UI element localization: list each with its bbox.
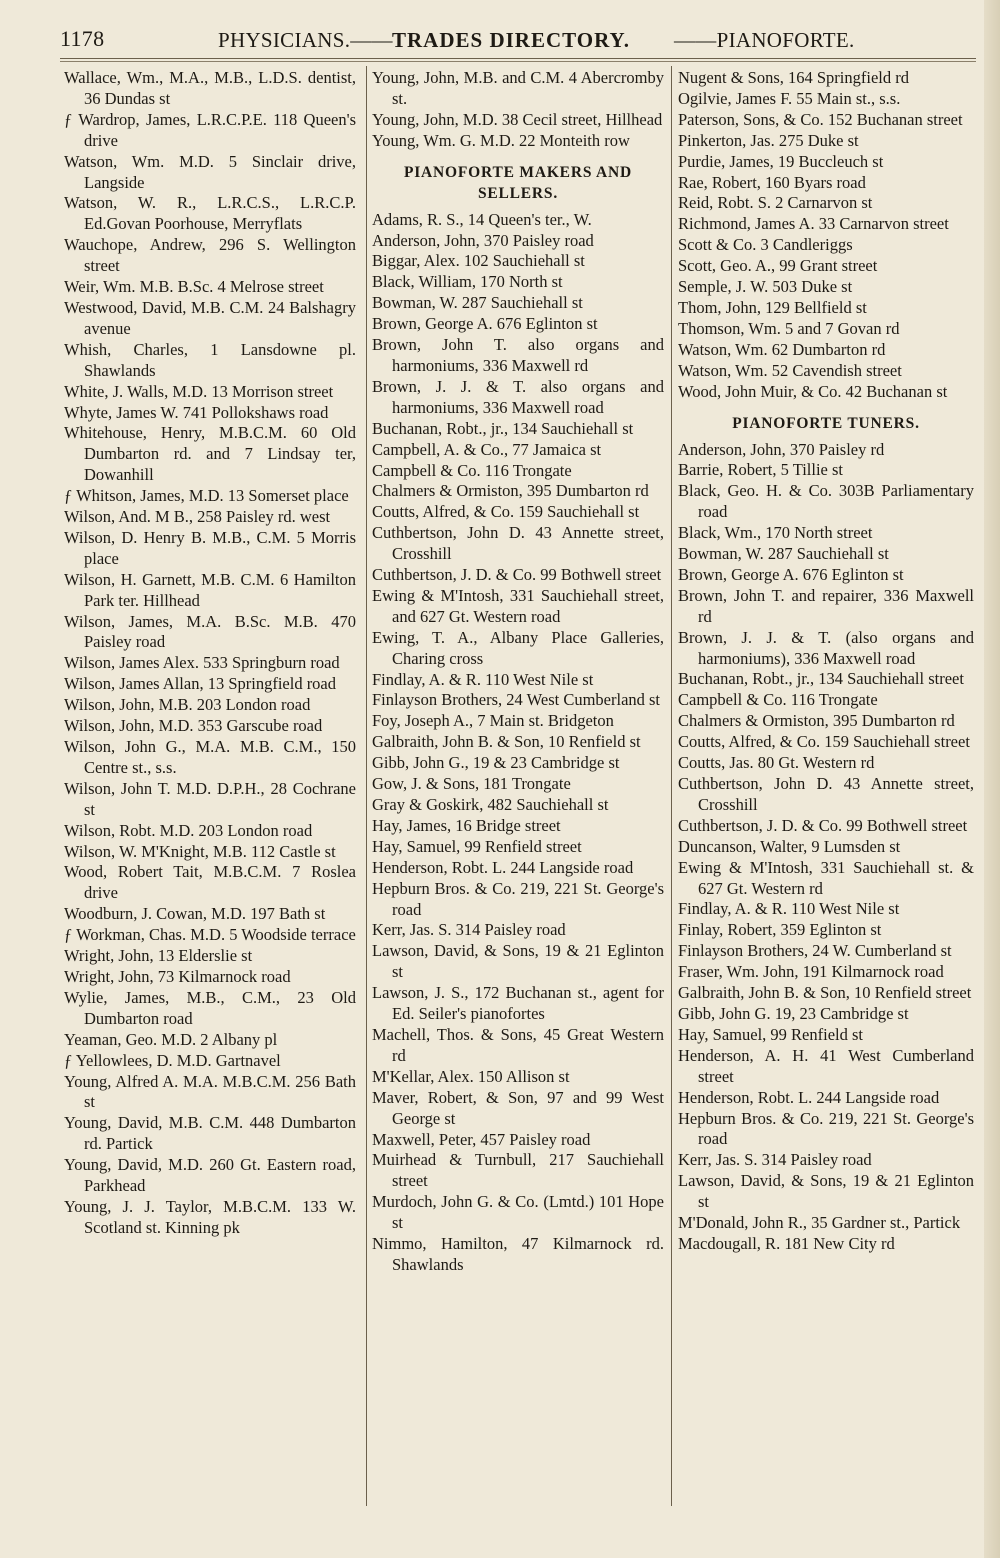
directory-entry: Findlay, A. & R. 110 West Nile st	[678, 899, 900, 919]
directory-entry: Gray & Goskirk, 482 Sauchiehall st	[372, 795, 609, 814]
page-edge	[984, 0, 1000, 1558]
directory-entry: Gibb, John G. 19, 23 Cambridge st	[678, 1003, 909, 1023]
directory-entry: Watson, W. R., L.R.C.S., L.R.C.P. Ed.Govan Poorhouse, Merryflats	[64, 193, 356, 234]
directory-entry: Gow, J. & Sons, 181 Trongate	[372, 774, 571, 794]
directory-entry: Buchanan, Robt., jr., 134 Sauchiehall st	[372, 418, 634, 438]
directory-entry: Hepburn Bros. & Co. 219, 221 St. George's road	[372, 878, 664, 919]
directory-entry: Ewing & M'Intosh, 331 Sauchiehall street, and 627 Gt. Western road	[372, 585, 664, 626]
directory-entry: Finlay, Robert, 359 Eglinton st	[678, 920, 882, 940]
section-heading-tuners: PIANOFORTE TUNERS.	[732, 414, 920, 432]
directory-entry: Bowman, W. 287 Sauchiehall st	[678, 544, 889, 564]
directory-entry: Kerr, Jas. S. 314 Paisley road	[678, 1150, 872, 1170]
section-heading-makers: PIANOFORTE MAKERS AND SELLERS.	[403, 163, 633, 202]
directory-entry: Wallace, Wm., M.A., M.B., L.D.S. dentist, 36 Dundas st	[64, 68, 356, 108]
directory-entry: Whitehouse, Henry, M.B.C.M. 60 Old Dumbarton rd. and 7 Lindsay ter, Dowanhill	[64, 423, 356, 485]
directory-entry: Nimmo, Hamilton, 47 Kilmarnock rd. Shawlands	[372, 1234, 664, 1274]
directory-entry: Cuthbertson, J. D. & Co. 99 Bothwell street	[372, 565, 662, 585]
directory-entry: Pinkerton, Jas. 275 Duke st	[678, 130, 859, 150]
directory-entry: Henderson, A. H. 41 West Cumberland street	[678, 1045, 974, 1086]
column-physicians	[64, 68, 356, 1239]
directory-entry: Wauchope, Andrew, 296 S. Wellington street	[64, 235, 356, 276]
directory-entry: Wright, John, 73 Kilmarnock road	[64, 966, 291, 986]
column-divider-2	[671, 66, 672, 1506]
directory-entry: Thom, John, 129 Bellfield st	[678, 297, 867, 317]
makers-list	[372, 210, 664, 1276]
directory-entry: Black, Wm., 170 North street	[678, 523, 873, 543]
directory-entry: Wood, John Muir, & Co. 42 Buchanan st	[678, 381, 948, 401]
directory-entry: Chalmers & Ormiston, 395 Dumbarton rd	[372, 481, 649, 501]
directory-entry: Cuthbertson, John D. 43 Annette street, Crosshill	[372, 523, 664, 564]
directory-entry: Kerr, Jas. S. 314 Paisley road	[372, 920, 566, 940]
directory-entry: Anderson, John, 370 Paisley rd	[678, 439, 885, 459]
directory-entry: Fraser, Wm. John, 191 Kilmarnock road	[678, 962, 944, 982]
directory-entry: Finlayson Brothers, 24 W. Cumberland st	[678, 941, 952, 961]
directory-entry: Scott & Co. 3 Candleriggs	[678, 235, 853, 255]
directory-entry: Wylie, James, M.B., C.M., 23 Old Dumbarton road	[64, 987, 356, 1028]
directory-entry: Machell, Thos. & Sons, 45 Great Western rd	[372, 1024, 664, 1065]
directory-entry: Cuthbertson, John D. 43 Annette street, Crosshill	[678, 774, 974, 814]
directory-entry: Wilson, James Alex. 533 Springburn road	[64, 653, 340, 673]
directory-entry: Bowman, W. 287 Sauchiehall st	[372, 293, 583, 313]
directory-entry: Thomson, Wm. 5 and 7 Govan rd	[678, 318, 900, 338]
directory-entry: Maxwell, Peter, 457 Paisley road	[372, 1129, 591, 1149]
header-right: ——PIANOFORTE.	[674, 28, 855, 52]
header-title: TRADES DIRECTORY.	[392, 28, 630, 52]
directory-entry: Wilson, James Allan, 13 Springfield road	[64, 674, 337, 694]
directory-entry: M'Kellar, Alex. 150 Allison st	[372, 1066, 570, 1086]
directory-entry: ƒ Whitson, James, M.D. 13 Somerset place	[64, 486, 349, 506]
directory-entry: Young, David, M.D. 260 Gt. Eastern road, Parkhead	[64, 1155, 356, 1196]
directory-entry: Galbraith, John B. & Son, 10 Renfield st	[372, 732, 641, 752]
makers-continued	[678, 68, 974, 403]
directory-entry: Duncanson, Walter, 9 Lumsden st	[678, 836, 901, 856]
directory-entry: Watson, Wm. 52 Cavendish street	[678, 360, 902, 380]
directory-entry: Coutts, Jas. 80 Gt. Western rd	[678, 753, 875, 773]
directory-entry: Watson, Wm. M.D. 5 Sinclair drive, Langside	[64, 151, 356, 192]
column-pianoforte-makers	[372, 68, 664, 1276]
directory-entry: Wilson, D. Henry B. M.B., C.M. 5 Morris place	[64, 527, 356, 568]
directory-entry: Brown, George A. 676 Eglinton st	[678, 564, 904, 584]
directory-entry: Hay, Samuel, 99 Renfield street	[372, 836, 582, 856]
directory-entry: Murdoch, John G. & Co. (Lmtd.) 101 Hope st	[372, 1192, 664, 1233]
directory-entry: Watson, Wm. 62 Dumbarton rd	[678, 339, 886, 359]
directory-entry: Young, John, M.D. 38 Cecil street, Hillhead	[372, 109, 663, 129]
directory-entry: Yeaman, Geo. M.D. 2 Albany pl	[64, 1029, 278, 1049]
directory-entry: ƒ Yellowlees, D. M.D. Gartnavel	[64, 1050, 281, 1070]
header-rule	[60, 58, 976, 59]
directory-entry: Whyte, James W. 741 Pollokshaws road	[64, 402, 329, 422]
directory-entry: Hay, Samuel, 99 Renfield st	[678, 1024, 863, 1044]
directory-entry: Campbell & Co. 116 Trongate	[372, 460, 572, 480]
directory-entry: Wright, John, 13 Elderslie st	[64, 946, 253, 966]
directory-entry: Wilson, Robt. M.D. 203 London road	[64, 820, 313, 840]
directory-entry: Hay, James, 16 Bridge street	[372, 815, 561, 835]
directory-entry: Galbraith, John B. & Son, 10 Renfield street	[678, 983, 972, 1003]
directory-entry: Young, Alfred A. M.A. M.B.C.M. 256 Bath st	[64, 1071, 356, 1112]
directory-entry: Ogilvie, James F. 55 Main st., s.s.	[678, 88, 901, 108]
directory-entry: ƒ Wardrop, James, L.R.C.P.E. 118 Queen's drive	[64, 109, 356, 150]
column-divider-1	[366, 66, 367, 1506]
directory-entry: Young, Wm. G. M.D. 22 Monteith row	[372, 130, 630, 150]
directory-entry: Wilson, John, M.B. 203 London road	[64, 695, 311, 715]
directory-entry: Whish, Charles, 1 Lansdowne pl. Shawlands	[64, 339, 356, 380]
directory-entry: Findlay, A. & R. 110 West Nile st	[372, 669, 594, 689]
directory-entry: Chalmers & Ormiston, 395 Dumbarton rd	[678, 711, 955, 731]
directory-entry: Gibb, John G., 19 & 23 Cambridge st	[372, 753, 620, 773]
directory-entry: Wilson, H. Garnett, M.B. C.M. 6 Hamilton Park ter. Hillhead	[64, 569, 356, 610]
directory-entry: Wood, Robert Tait, M.B.C.M. 7 Roslea drive	[64, 862, 356, 903]
directory-entry: Wilson, W. M'Knight, M.B. 112 Castle st	[64, 841, 336, 861]
directory-entry: Campbell & Co. 116 Trongate	[678, 690, 878, 710]
directory-entry: Brown, J. J. & T. also organs and harmoniums, 336 Maxwell road	[372, 376, 664, 417]
directory-entry: Young, David, M.B. C.M. 448 Dumbarton rd. Partick	[64, 1113, 356, 1154]
column-pianoforte-tuners	[678, 68, 974, 1255]
directory-entry: Purdie, James, 19 Buccleuch st	[678, 151, 884, 171]
directory-entry: Semple, J. W. 503 Duke st	[678, 277, 853, 297]
directory-entry: Macdougall, R. 181 New City rd	[678, 1233, 895, 1253]
tuners-list	[678, 440, 974, 1255]
directory-entry: Barrie, Robert, 5 Tillie st	[678, 460, 843, 480]
directory-entry: Coutts, Alfred, & Co. 159 Sauchiehall street	[678, 732, 970, 752]
directory-entry: Brown, George A. 676 Eglinton st	[372, 314, 598, 334]
directory-entry: Finlayson Brothers, 24 West Cumberland st	[372, 690, 661, 710]
directory-entry: Brown, J. J. & T. (also organs and harmoniums), 336 Maxwell road	[678, 627, 974, 668]
header-rule-secondary	[60, 61, 976, 62]
directory-entry: Rae, Robert, 160 Byars road	[678, 172, 866, 192]
directory-entry: Richmond, James A. 33 Carnarvon street	[678, 214, 949, 234]
directory-entry: Ewing & M'Intosh, 331 Sauchiehall st. & 627 Gt. Western rd	[678, 857, 974, 898]
directory-entry: Henderson, Robt. L. 244 Langside road	[678, 1087, 940, 1107]
directory-entry: Scott, Geo. A., 99 Grant street	[678, 256, 878, 276]
directory-entry: Young, J. J. Taylor, M.B.C.M. 133 W. Scotland st. Kinning pk	[64, 1196, 356, 1237]
directory-entry: Foy, Joseph A., 7 Main st. Bridgeton	[372, 711, 614, 731]
directory-entry: Maver, Robert, & Son, 97 and 99 West George st	[372, 1087, 664, 1128]
directory-entry: Brown, John T. and repairer, 336 Maxwell rd	[678, 585, 974, 626]
directory-entry: Young, John, M.B. and C.M. 4 Abercromby st.	[372, 68, 664, 108]
directory-entry: Lawson, J. S., 172 Buchanan st., agent for Ed. Seiler's pianofortes	[372, 983, 664, 1024]
directory-entry: Weir, Wm. M.B. B.Sc. 4 Melrose street	[64, 277, 324, 297]
directory-entry: Coutts, Alfred, & Co. 159 Sauchiehall st	[372, 502, 640, 522]
directory-entry: Westwood, David, M.B. C.M. 24 Balshagry avenue	[64, 297, 356, 338]
directory-entry: Lawson, David, & Sons, 19 & 21 Eglinton st	[678, 1171, 974, 1212]
directory-entry: Wilson, James, M.A. B.Sc. M.B. 470 Paisley road	[64, 611, 356, 652]
directory-entry: Wilson, John G., M.A. M.B. C.M., 150 Centre st., s.s.	[64, 737, 356, 777]
directory-entry: Biggar, Alex. 102 Sauchiehall st	[372, 251, 585, 271]
directory-entry: Buchanan, Robt., jr., 134 Sauchiehall street	[678, 669, 964, 689]
directory-entry: Reid, Robt. S. 2 Carnarvon st	[678, 193, 873, 213]
header-left: PHYSICIANS.——	[218, 28, 393, 52]
directory-entry: Paterson, Sons, & Co. 152 Buchanan street	[678, 109, 963, 129]
directory-entry: Henderson, Robt. L. 244 Langside road	[372, 857, 634, 877]
directory-entry: Wilson, And. M B., 258 Paisley rd. west	[64, 507, 331, 527]
directory-entry: Nugent & Sons, 164 Springfield rd	[678, 68, 909, 87]
directory-entry: Wilson, John T. M.D. D.P.H., 28 Cochrane st	[64, 778, 356, 819]
directory-entry: Anderson, John, 370 Paisley road	[372, 230, 594, 250]
directory-entry: Cuthbertson, J. D. & Co. 99 Bothwell street	[678, 815, 968, 835]
physicians-continued	[372, 68, 664, 152]
directory-entry: Ewing, T. A., Albany Place Galleries, Charing cross	[372, 627, 664, 668]
directory-entry: Muirhead & Turnbull, 217 Sauchiehall street	[372, 1150, 664, 1191]
directory-entry: Brown, John T. also organs and harmoniums, 336 Maxwell rd	[372, 335, 664, 375]
page-header	[60, 22, 972, 56]
page-number: 1178	[60, 26, 105, 51]
directory-entry: Lawson, David, & Sons, 19 & 21 Eglinton st	[372, 941, 664, 982]
directory-entry: Campbell, A. & Co., 77 Jamaica st	[372, 439, 602, 459]
directory-entry: White, J. Walls, M.D. 13 Morrison street	[64, 381, 334, 401]
directory-entry: Hepburn Bros. & Co. 219, 221 St. George's road	[678, 1108, 974, 1149]
directory-entry: Wilson, John, M.D. 353 Garscube road	[64, 716, 323, 736]
directory-entry: ƒ Workman, Chas. M.D. 5 Woodside terrace	[64, 925, 356, 945]
directory-entry: Woodburn, J. Cowan, M.D. 197 Bath st	[64, 904, 326, 924]
directory-entry: M'Donald, John R., 35 Gardner st., Partick	[678, 1213, 961, 1233]
directory-entry: Black, William, 170 North st	[372, 272, 563, 292]
directory-entry: Black, Geo. H. & Co. 303B Parliamentary road	[678, 481, 974, 522]
directory-entry: Adams, R. S., 14 Queen's ter., W.	[372, 209, 592, 229]
